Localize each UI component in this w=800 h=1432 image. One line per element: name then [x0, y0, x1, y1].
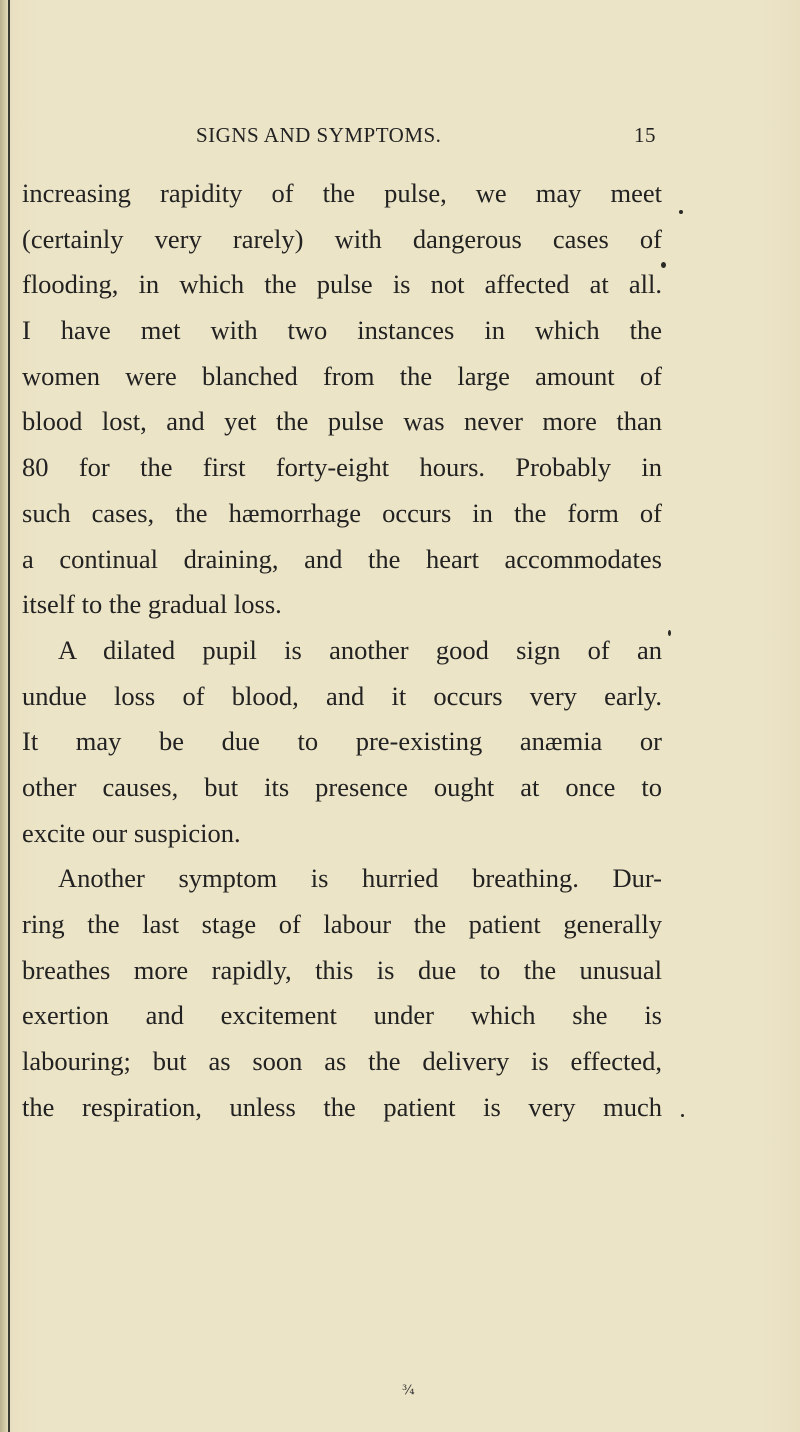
text-line: the respiration, unless the patient is very much	[22, 1091, 662, 1122]
text-line: blood lost, and yet the pulse was never more than	[22, 406, 662, 437]
text-line: itself to the gradual loss.	[22, 589, 282, 620]
text-line: undue loss of blood, and it occurs very early.	[22, 680, 662, 711]
text-line: a continual draining, and the heart accommodates	[22, 543, 662, 574]
speck	[661, 262, 666, 268]
page-binding-line	[8, 0, 10, 1432]
text-line: breathes more rapidly, this is due to the unusual	[22, 954, 662, 985]
body-text	[22, 171, 662, 1130]
text-line: (certainly very rarely) with dangerous cases of	[22, 223, 662, 254]
text-line: 80 for the first forty-eight hours. Probably in	[22, 452, 662, 483]
signature-mark: ¾	[402, 1383, 415, 1398]
running-title: SIGNS AND SYMPTOMS.	[196, 123, 442, 147]
text-line: It may be due to pre-existing anæmia or	[22, 726, 662, 757]
page-binding-edge	[0, 0, 8, 1432]
text-line: flooding, in which the pulse is not affected at all.	[22, 269, 662, 300]
text-line: other causes, but its presence ought at once to	[22, 771, 662, 802]
speck	[668, 630, 671, 636]
text-line: labouring; but as soon as the delivery is effected,	[22, 1046, 662, 1077]
text-line: such cases, the hæmorrhage occurs in the form of	[22, 497, 662, 528]
speck	[679, 210, 683, 214]
text-line: ring the last stage of labour the patient generally	[22, 909, 662, 939]
text-line: exertion and excitement under which she is	[22, 1000, 662, 1031]
text-line: Another symptom is hurried breathing. Dur-	[58, 863, 662, 894]
running-head	[196, 123, 656, 153]
text-line: women were blanched from the large amount of	[22, 360, 662, 391]
speck	[681, 1114, 684, 1117]
text-line: A dilated pupil is another good sign of an	[58, 634, 662, 665]
text-line: increasing rapidity of the pulse, we may meet	[22, 178, 662, 208]
text-line: excite our suspicion.	[22, 817, 241, 848]
text-line: I have met with two instances in which the	[22, 315, 662, 346]
page-number: 15	[634, 123, 656, 147]
